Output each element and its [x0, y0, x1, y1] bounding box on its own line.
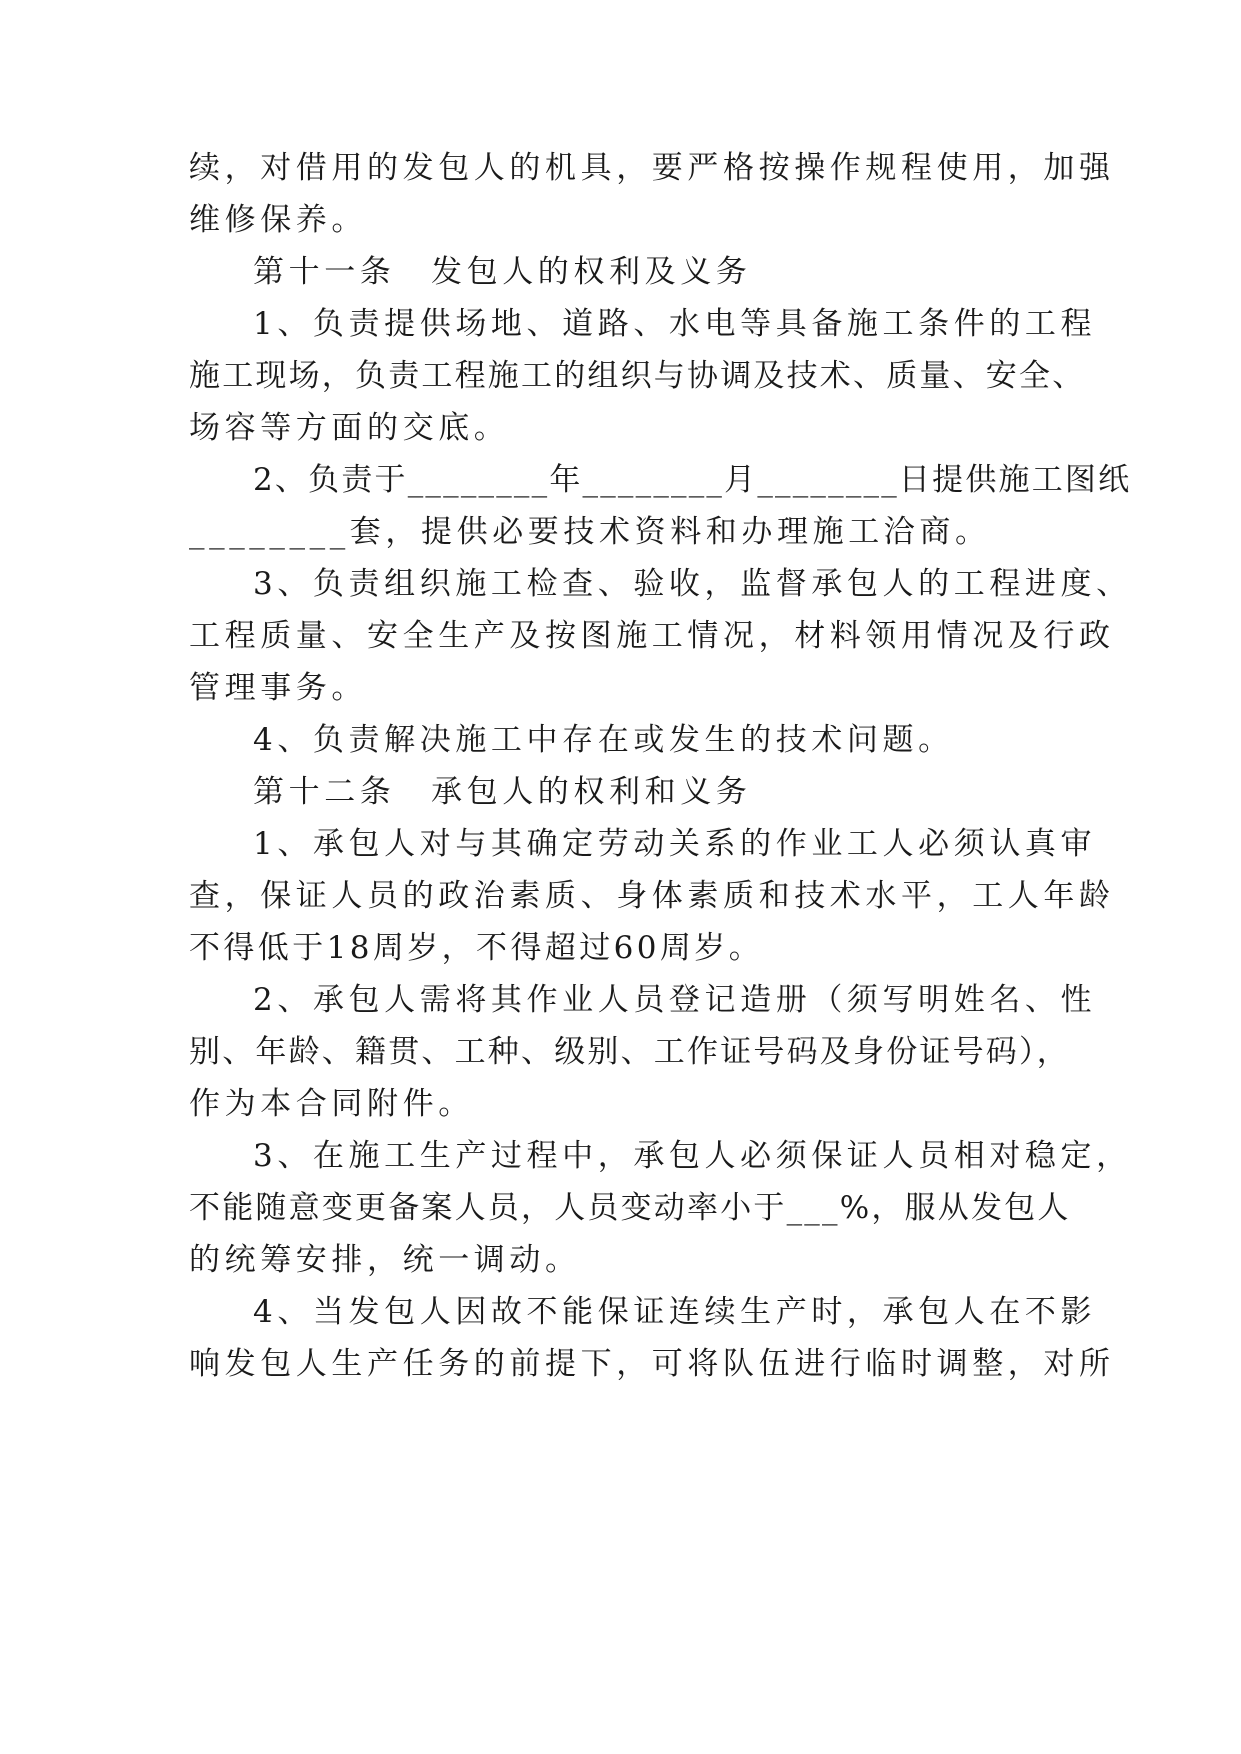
body-text-line: 2、负责于________年________月________日提供施工图纸	[253, 462, 1132, 498]
body-text-line: 续，对借用的发包人的机具，要严格按操作规程使用，加强	[189, 150, 1115, 186]
body-text-line: ________套，提供必要技术资料和办理施工洽商。	[189, 514, 991, 550]
body-text-line: 1、负责提供场地、道路、水电等具备施工条件的工程	[253, 306, 1097, 342]
body-text-line: 3、在施工生产过程中，承包人必须保证人员相对稳定，	[253, 1138, 1132, 1174]
body-text-line: 查，保证人员的政治素质、身体素质和技术水平，工人年龄	[189, 878, 1115, 914]
body-text-line: 工程质量、安全生产及按图施工情况，材料领用情况及行政	[189, 618, 1115, 654]
body-text-line: 不得低于18周岁，不得超过60周岁。	[189, 930, 764, 966]
body-text-line: 1、承包人对与其确定劳动关系的作业工人必须认真审	[253, 826, 1097, 862]
body-text-line: 响发包人生产任务的前提下，可将队伍进行临时调整，对所	[189, 1346, 1115, 1382]
body-text-line: 别、年龄、籍贯、工种、级别、工作证号码及身份证号码），	[189, 1034, 1070, 1070]
section-heading-article-12: 第十二条 承包人的权利和义务	[253, 774, 752, 810]
body-text-line: 场容等方面的交底。	[189, 410, 510, 446]
section-heading-article-11: 第十一条 发包人的权利及义务	[253, 254, 752, 290]
body-text-line: 不能随意变更备案人员，人员变动率小于___%，服从发包人	[189, 1190, 1071, 1226]
body-text-line: 4、当发包人因故不能保证连续生产时，承包人在不影	[253, 1294, 1097, 1330]
body-text-line: 3、负责组织施工检查、验收，监督承包人的工程进度、	[253, 566, 1132, 602]
body-text-line: 施工现场，负责工程施工的组织与协调及技术、质量、安全、	[189, 358, 1086, 394]
body-text-line: 作为本合同附件。	[189, 1086, 474, 1122]
body-text-line: 的统筹安排，统一调动。	[189, 1242, 581, 1278]
body-text-line: 管理事务。	[189, 670, 367, 706]
body-text-line: 4、负责解决施工中存在或发生的技术问题。	[253, 722, 954, 758]
body-text-line: 2、承包人需将其作业人员登记造册（须写明姓名、性	[253, 982, 1097, 1018]
body-text-line: 维修保养。	[189, 202, 367, 238]
